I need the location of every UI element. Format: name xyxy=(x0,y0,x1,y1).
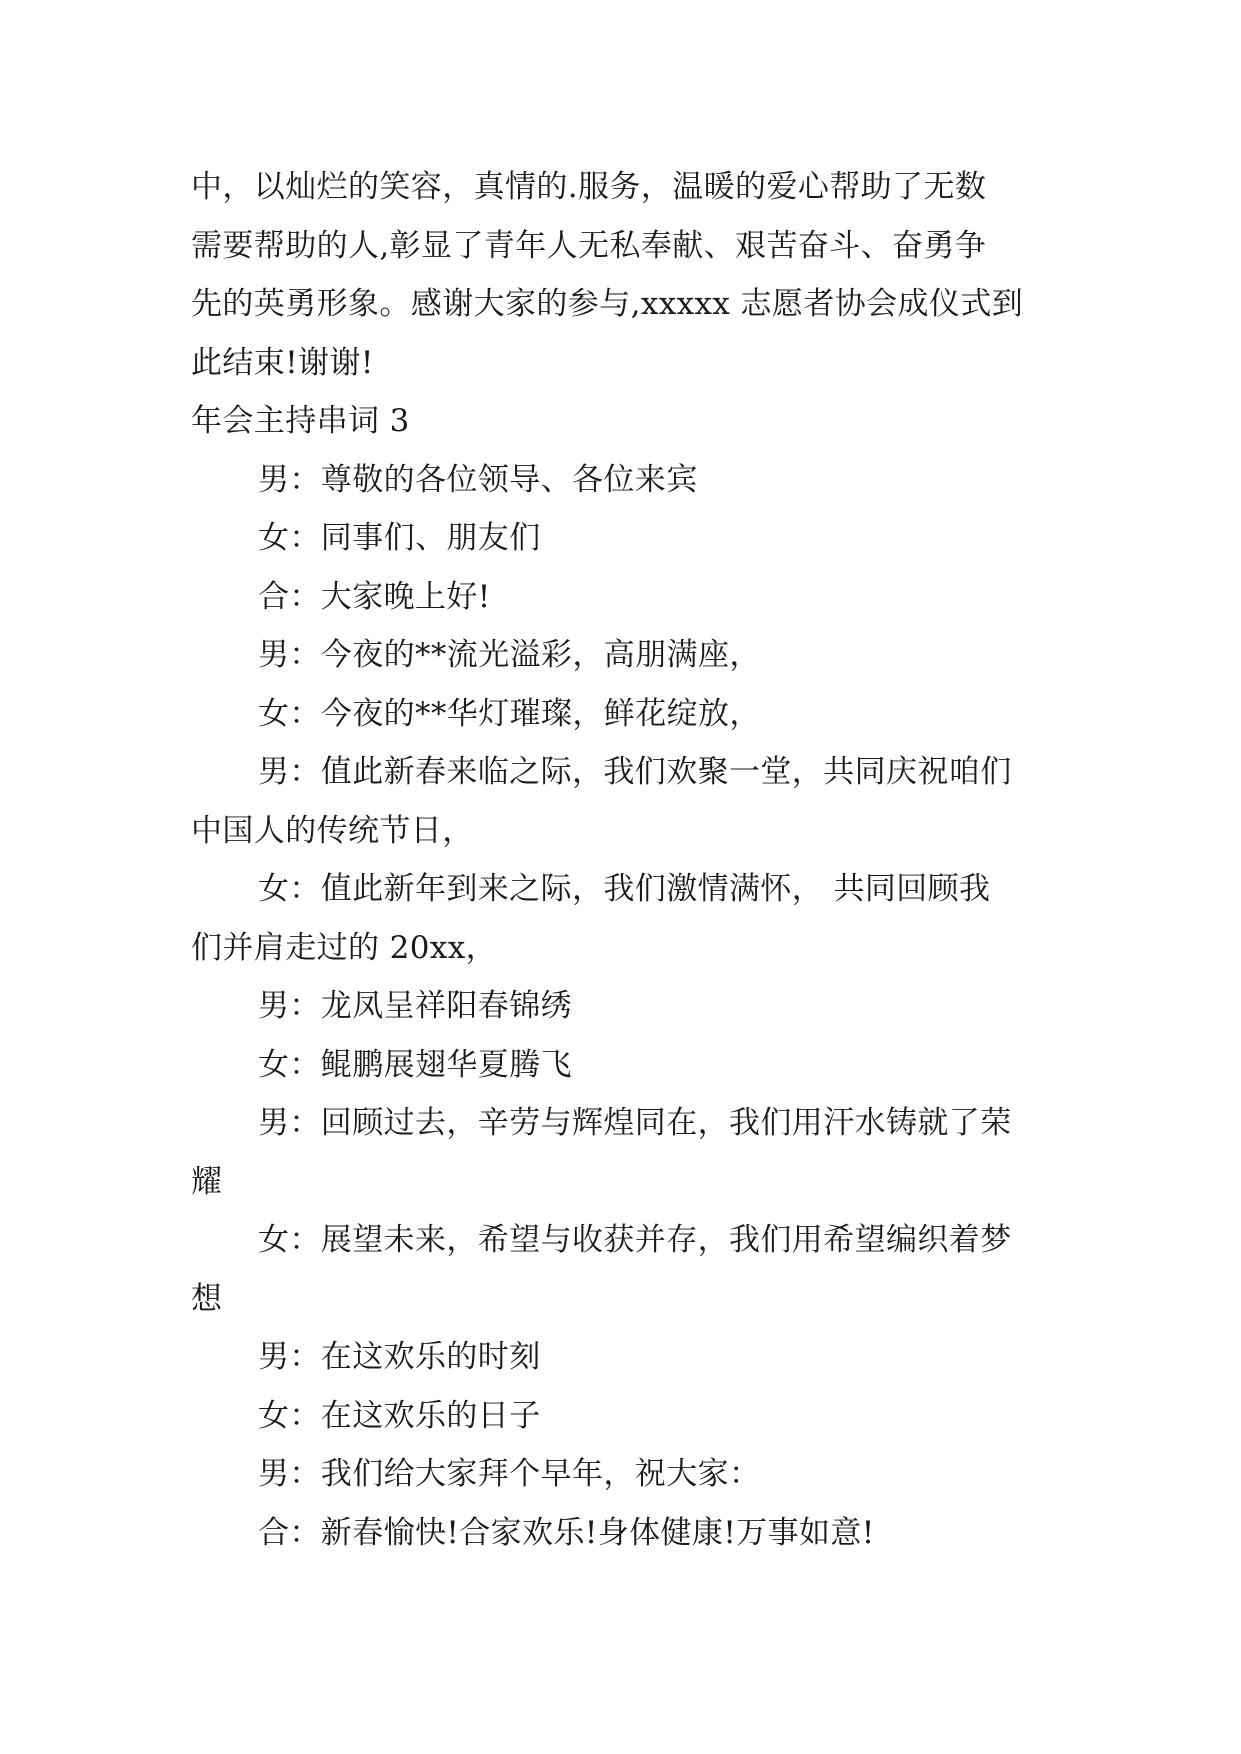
script-line: 女：展望未来，希望与收获并存，我们用希望编织着梦 xyxy=(258,1222,1012,1258)
intro-line: 此结束!谢谢! xyxy=(191,344,374,381)
script-line: 男：回顾过去，辛劳与辉煌同在，我们用汗水铸就了荣 xyxy=(258,1105,1012,1141)
script-line: 男：我们给大家拜个早年，祝大家： xyxy=(258,1456,761,1492)
script-line: 女：同事们、朋友们 xyxy=(258,520,541,556)
script-line-continued: 耀 xyxy=(191,1163,223,1200)
script-line: 男：值此新春来临之际，我们欢聚一堂，共同庆祝咱们 xyxy=(258,754,1012,790)
intro-line: 需要帮助的人,彰显了青年人无私奉献、艰苦奋斗、奋勇争 xyxy=(191,227,987,264)
script-line: 女：在这欢乐的日子 xyxy=(258,1397,541,1434)
script-line-continued: 中国人的传统节日， xyxy=(191,812,474,849)
script-line: 男：尊敬的各位领导、各位来宾 xyxy=(258,461,698,498)
intro-line: 先的英勇形象。感谢大家的参与,xxxxx 志愿者协会成仪式到 xyxy=(191,286,1024,322)
intro-line: 中，以灿烂的笑容，真情的.服务，温暖的爱心帮助了无数 xyxy=(191,169,987,205)
script-line: 合：大家晚上好! xyxy=(258,578,491,615)
document-body xyxy=(191,158,1051,1562)
script-line: 女：今夜的**华灯璀璨，鲜花绽放， xyxy=(258,695,761,732)
section-title: 年会主持串词 3 xyxy=(191,403,410,439)
script-line: 男：龙凤呈祥阳春锦绣 xyxy=(258,988,572,1024)
script-line-continued: 想 xyxy=(191,1280,223,1317)
script-line: 男：今夜的**流光溢彩，高朋满座， xyxy=(258,637,761,673)
script-line: 女：鲲鹏展翅华夏腾飞 xyxy=(258,1046,572,1083)
script-line-continued: 们并肩走过的 20xx， xyxy=(191,929,498,966)
script-line: 男：在这欢乐的时刻 xyxy=(258,1339,541,1375)
script-line: 合：新春愉快!合家欢乐!身体健康!万事如意! xyxy=(258,1514,875,1551)
script-line: 女：值此新年到来之际，我们激情满怀， 共同回顾我 xyxy=(258,871,991,907)
